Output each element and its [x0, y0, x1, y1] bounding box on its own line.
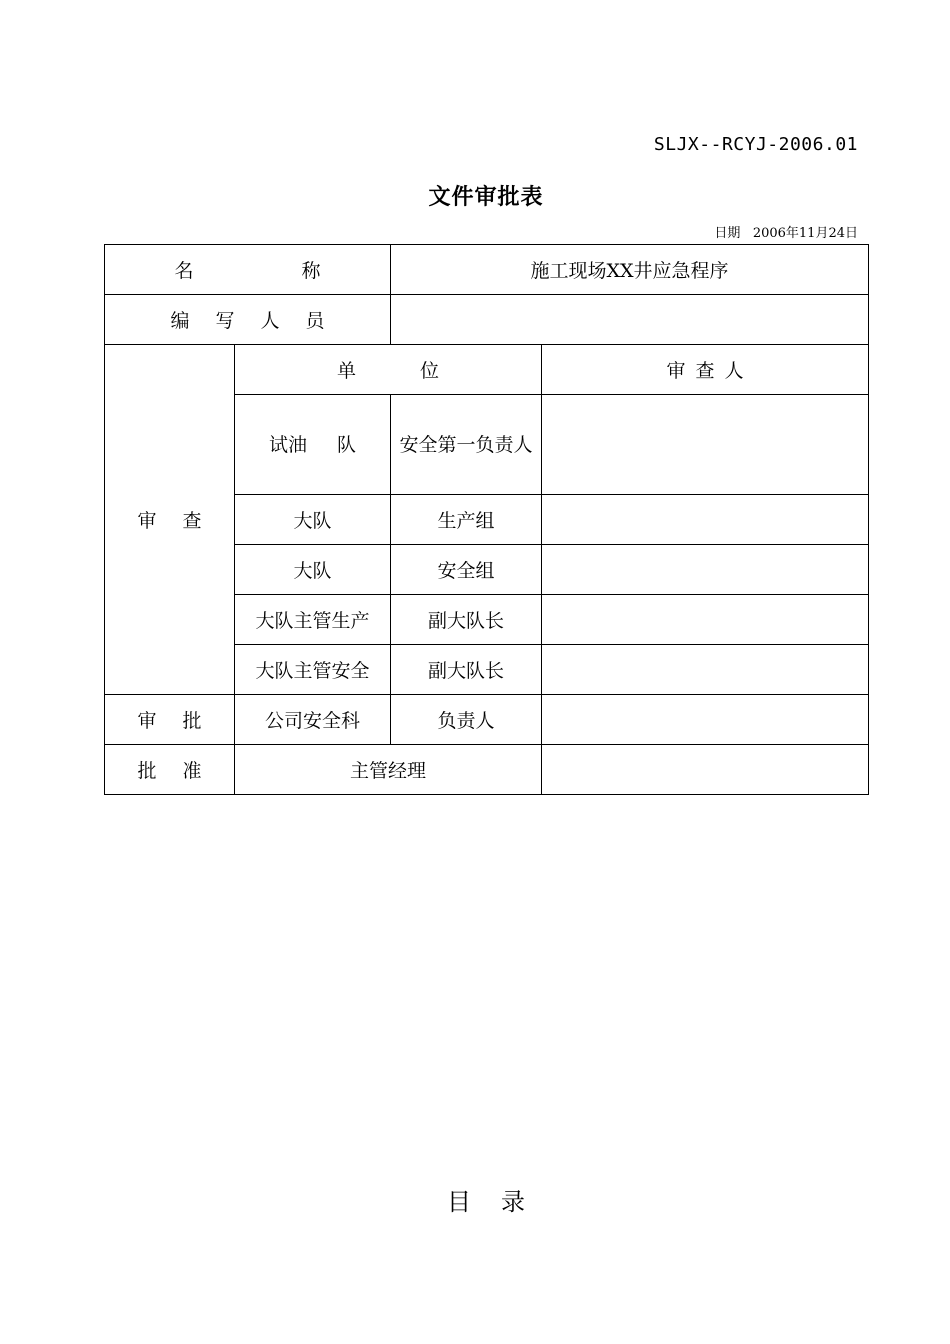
review-unit-text: 队 — [337, 433, 357, 456]
approve-label-cell — [105, 695, 235, 745]
table-row — [105, 295, 869, 345]
table-row — [105, 345, 869, 395]
reviewer-cell[interactable] — [542, 395, 869, 495]
table-row — [105, 245, 869, 295]
author-label-cell — [105, 295, 391, 345]
final-label-char: 批 — [137, 760, 157, 782]
approve-reviewer-cell[interactable] — [542, 695, 869, 745]
review-unit-cell — [235, 395, 391, 495]
review-role-cell: 生产组 — [391, 495, 542, 545]
review-label-char: 查 — [182, 510, 202, 532]
reviewer-cell[interactable] — [542, 495, 869, 545]
final-label-cell — [105, 745, 235, 795]
review-unit-cell: 大队 — [235, 495, 391, 545]
reviewer-header-char: 审 — [666, 360, 686, 382]
approve-label-char: 审 — [137, 710, 157, 732]
review-unit-cell: 大队主管生产 — [235, 595, 391, 645]
author-label-char: 人 — [260, 310, 280, 332]
page-title: 文件审批表 — [428, 185, 544, 210]
review-role-cell: 安全组 — [391, 545, 542, 595]
review-unit-text: 试油 — [268, 433, 307, 456]
approve-role-cell: 负责人 — [391, 695, 542, 745]
unit-header-char: 单 — [336, 360, 356, 382]
name-value-cell: 施工现场XX井应急程序 — [391, 245, 869, 295]
review-role-text: 安全第一负责人 — [399, 433, 533, 456]
reviewer-header-char: 人 — [724, 360, 744, 382]
final-reviewer-cell[interactable] — [542, 745, 869, 795]
author-value-cell — [391, 295, 869, 345]
date-label: 日期 — [714, 226, 741, 241]
unit-header-cell — [235, 345, 542, 395]
toc-heading-char: 录 — [501, 1188, 525, 1216]
reviewer-cell[interactable] — [542, 645, 869, 695]
reviewer-header-char: 查 — [695, 360, 715, 382]
document-code: SLJX--RCYJ-2006.01 — [653, 134, 858, 155]
author-label-char: 编 — [170, 310, 190, 332]
unit-header-char: 位 — [420, 360, 440, 382]
review-role-cell: 副大队长 — [391, 595, 542, 645]
table-row — [105, 745, 869, 795]
review-role-cell: 副大队长 — [391, 645, 542, 695]
review-unit-cell: 大队 — [235, 545, 391, 595]
review-role-cell — [391, 395, 542, 495]
approve-unit-cell: 公司安全科 — [235, 695, 391, 745]
toc-heading-char: 目 — [447, 1188, 471, 1216]
review-unit-cell: 大队主管安全 — [235, 645, 391, 695]
date-value: 2006年11月24日 — [752, 226, 858, 241]
review-label-cell — [105, 345, 235, 695]
reviewer-cell[interactable] — [542, 545, 869, 595]
review-label-char: 审 — [137, 510, 157, 532]
date-line — [714, 222, 858, 241]
name-label-char: 名 — [174, 260, 194, 282]
final-label-char: 准 — [182, 760, 202, 782]
final-role-cell: 主管经理 — [235, 745, 542, 795]
reviewer-cell[interactable] — [542, 595, 869, 645]
approval-table — [104, 244, 869, 795]
author-label-char: 写 — [215, 310, 235, 332]
name-label-cell — [105, 245, 391, 295]
author-label-char: 员 — [305, 310, 325, 332]
toc-heading — [0, 1182, 950, 1217]
reviewer-header-cell — [542, 345, 869, 395]
approve-label-char: 批 — [182, 710, 202, 732]
name-label-char: 称 — [301, 260, 321, 282]
table-row — [105, 695, 869, 745]
